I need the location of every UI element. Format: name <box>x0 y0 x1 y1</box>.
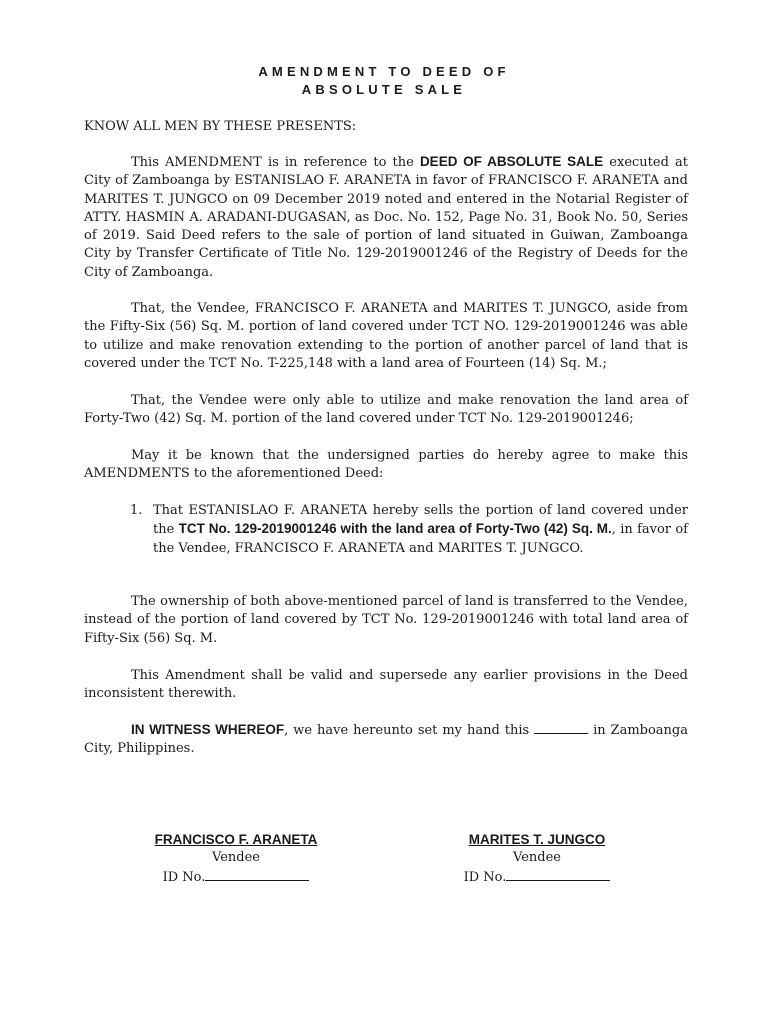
signatory-role: Vendee <box>513 850 561 866</box>
list-item-number: 1. <box>130 503 143 518</box>
id-blank-line <box>506 868 610 881</box>
id-label: ID No. <box>463 869 507 885</box>
paragraph-validity: This Amendment shall be valid and supersede any earlier provisions in the Deed inconsistent therewith. <box>84 668 688 702</box>
salutation: KNOW ALL MEN BY THESE PRESENTS: <box>84 119 357 134</box>
signatory-name: MARITES T. JUNGCO <box>468 832 606 847</box>
witness-end: in Zamboanga City, Philippines. <box>84 723 689 757</box>
paragraph-vendee-renovation: That, the Vendee, FRANCISCO F. ARANETA and MARITES T. JUNGCO, aside from the Fifty-Six (56) Sq. M. portion of land covered under TCT NO. 129-2019001246 was able to utilize and make renovation extending to the portion of another parcel of land that is covered under the TCT No. T-225,148 with a land area of Fourteen (14) Sq. M.; <box>84 301 688 371</box>
id-blank-line <box>205 868 309 881</box>
witness-bold: IN WITNESS WHEREOF <box>131 722 285 737</box>
signature-block-francisco <box>126 831 346 887</box>
signatory-id-row <box>427 868 647 887</box>
document-title-line-2: ABSOLUTE SALE <box>301 82 467 97</box>
id-label: ID No. <box>162 869 206 885</box>
date-blank-line <box>534 721 588 734</box>
witness-mid: , we have hereunto set my hand this <box>284 723 535 738</box>
list-item-rest: , in favor of the Vendee, FRANCISCO F. ARANETA and MARITES T. JUNGCO. <box>153 522 688 556</box>
list-item-text <box>153 502 688 558</box>
amendment-list-item <box>130 502 688 558</box>
document-title-line-1: AMENDMENT TO DEED OF <box>258 64 510 79</box>
list-item-start: That ESTANISLAO F. ARANETA hereby sells the portion of land covered under the <box>153 503 688 538</box>
signatory-role: Vendee <box>212 850 260 866</box>
list-item-bold: TCT No. 129-2019001246 with the land area of Forty-Two (42) Sq. M. <box>178 521 612 537</box>
paragraph-reference-rest: executed at City of Zamboanga by ESTANISLAO F. ARANETA in favor of FRANCISCO F. ARANETA and MARITES T. JUNGCO on 09 December 2019 noted and entered in the Notarial Register of ATTY. HASMIN A. ARADANI-DUGASAN, as Doc. No. 152, Page No. 31, Book No. 50, Series of 2019. Said Deed refers to the sale of portion of land situated in Guiwan, Zamboanga City by Transfer Certificate of Title No. 129-2019001246 of the Registry of Deeds for the City of Zamboanga. <box>84 155 689 280</box>
paragraph-reference-start: This AMENDMENT is in reference to the <box>131 155 420 170</box>
paragraph-ownership: The ownership of both above-mentioned parcel of land is transferred to the Vendee, instead of the portion of land covered by TCT No. 129-2019001246 with total land area of Fifty-Six (56) Sq. M. <box>84 594 688 646</box>
signatory-id-row <box>126 868 346 887</box>
paragraph-reference <box>84 153 688 282</box>
paragraph-land-area: That, the Vendee were only able to utilize and make renovation the land area of Forty-Two (42) Sq. M. portion of the land covered under TCT No. 129-2019001246; <box>84 393 688 427</box>
paragraph-agreement: May it be known that the undersigned parties do hereby agree to make this AMENDMENTS to the aforementioned Deed: <box>84 448 688 482</box>
deed-title-bold: DEED OF ABSOLUTE SALE <box>419 154 604 169</box>
signature-block-marites <box>427 831 647 887</box>
paragraph-witness <box>84 721 688 759</box>
signatory-name: FRANCISCO F. ARANETA <box>154 832 318 847</box>
